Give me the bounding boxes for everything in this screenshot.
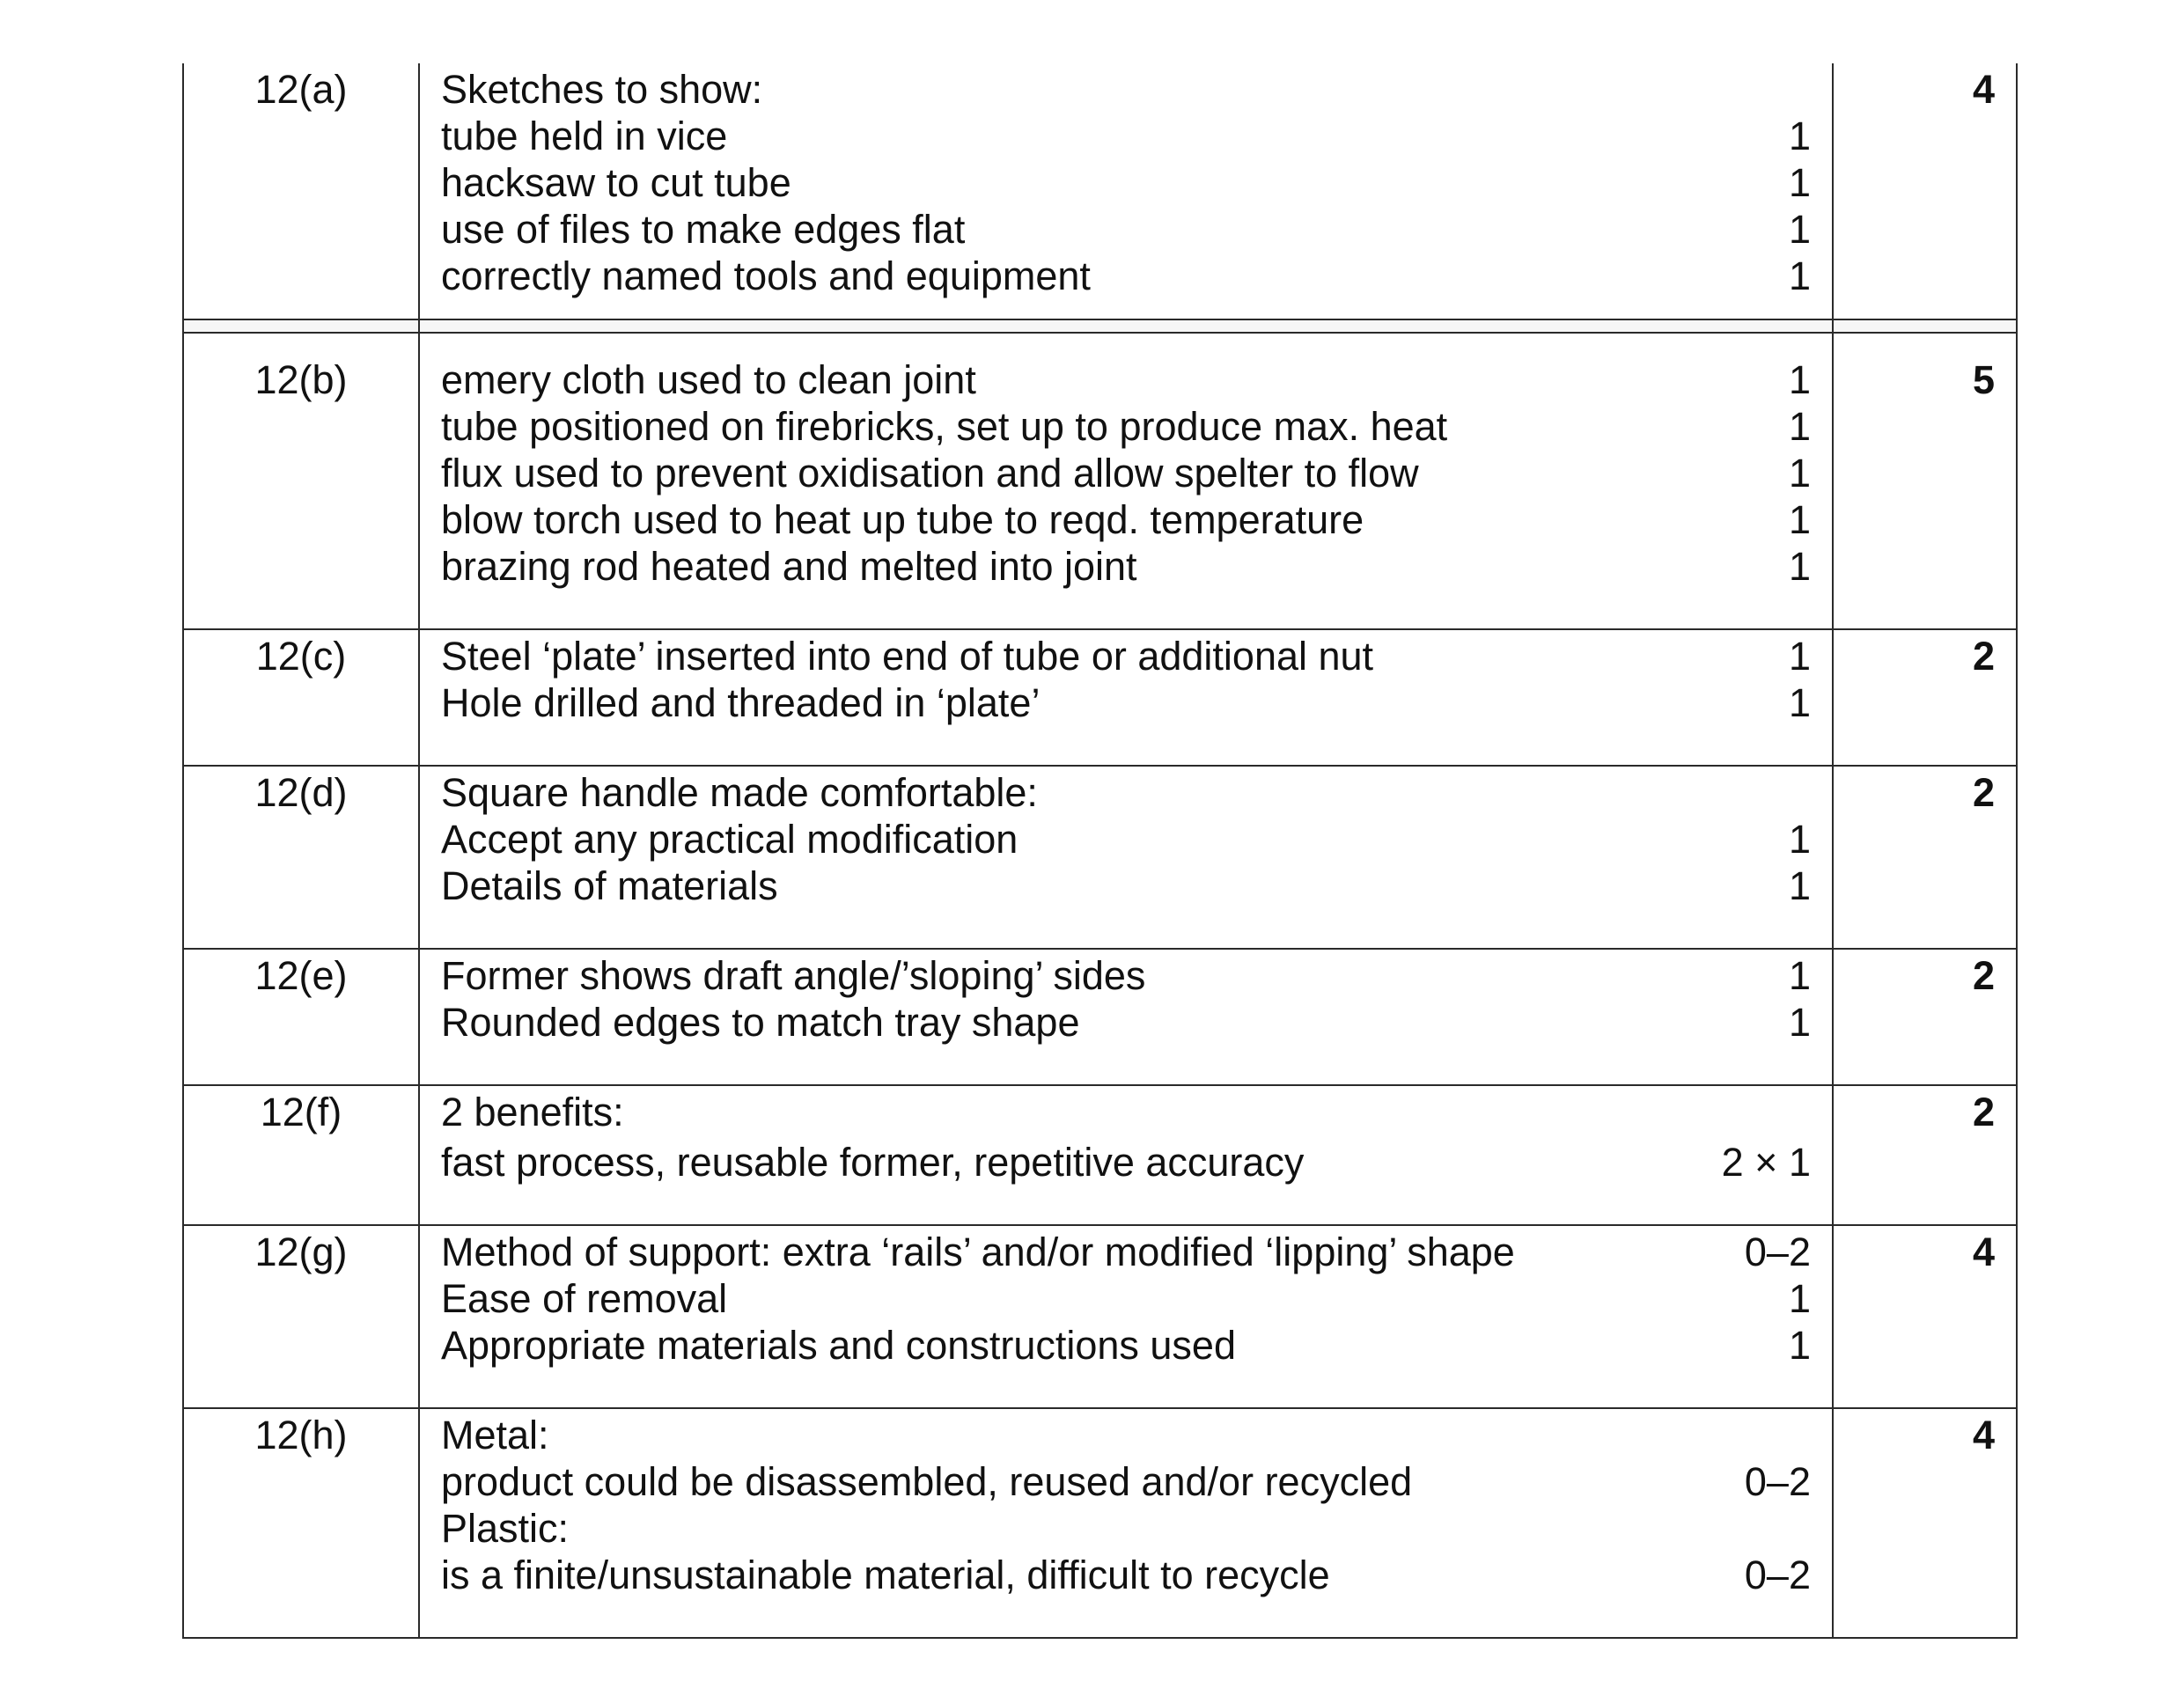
answer-line: [441, 1089, 1811, 1135]
total-marks: 2: [1833, 1085, 2017, 1225]
row-separator: [183, 319, 2017, 333]
question-row: [183, 63, 2017, 319]
answer-text: Details of materials: [441, 863, 778, 908]
answer-line: [441, 450, 1811, 496]
separator-cell: [1833, 319, 2017, 333]
total-marks: 5: [1833, 333, 2017, 629]
line-mark: [1758, 769, 1811, 816]
line-mark: 1: [1788, 497, 1811, 542]
question-number: 12(f): [183, 1085, 419, 1225]
answer-line: [441, 633, 1811, 679]
answer-cell: [419, 63, 1833, 319]
question-number: 12(b): [183, 333, 419, 629]
answer-line: [441, 1139, 1811, 1186]
line-mark: [1758, 1505, 1811, 1552]
question-number: 12(e): [183, 949, 419, 1085]
answer-cell: [419, 629, 1833, 766]
answer-text: Rounded edges to match tray shape: [441, 1000, 1080, 1045]
total-marks: 2: [1833, 629, 2017, 766]
answer-cell: [419, 766, 1833, 949]
answer-line: [441, 863, 1811, 909]
answer-text: emery cloth used to clean joint: [441, 357, 976, 402]
answer-text: flux used to prevent oxidisation and allow spelter to flow: [441, 451, 1419, 495]
answer-line: [441, 159, 1811, 206]
answer-line: [441, 113, 1811, 159]
line-mark: 1: [1788, 863, 1811, 908]
answer-text: Hole drilled and threaded in ‘plate’: [441, 680, 1041, 725]
question-number: 12(g): [183, 1225, 419, 1408]
total-marks: 2: [1833, 949, 2017, 1085]
line-mark: 1: [1788, 1000, 1811, 1045]
line-mark: 1: [1788, 451, 1811, 495]
line-mark: 0–2: [1744, 1553, 1811, 1597]
question-row: [183, 1408, 2017, 1638]
answer-line: [441, 952, 1811, 999]
question-row: [183, 333, 2017, 629]
answer-line: [441, 679, 1811, 726]
line-mark: 1: [1788, 817, 1811, 862]
line-mark: 1: [1788, 1323, 1811, 1368]
question-row: [183, 629, 2017, 766]
answer-line: [441, 769, 1811, 816]
question-row: [183, 1225, 2017, 1408]
answer-text: Square handle made comfortable:: [441, 770, 1038, 815]
answer-text: use of files to make edges flat: [441, 207, 966, 252]
answer-line: [441, 403, 1811, 450]
question-number: 12(c): [183, 629, 419, 766]
answer-text: Steel ‘plate’ inserted into end of tube or additional nut: [441, 634, 1374, 679]
answer-line: [441, 356, 1811, 403]
answer-line: [441, 496, 1811, 543]
answer-text: Metal:: [441, 1413, 549, 1457]
answer-line: [441, 816, 1811, 863]
answer-text: Plastic:: [441, 1506, 570, 1551]
answer-text: fast process, reusable former, repetitive accuracy: [441, 1140, 1305, 1185]
answer-text: is a finite/unsustainable material, difficult to recycle: [441, 1553, 1330, 1597]
line-mark: 1: [1788, 680, 1811, 725]
answer-line: [441, 206, 1811, 253]
answer-cell: [419, 1225, 1833, 1408]
total-marks: 4: [1833, 1408, 2017, 1638]
answer-line: [441, 1322, 1811, 1369]
total-marks: 2: [1833, 766, 2017, 949]
line-mark: 1: [1788, 207, 1811, 252]
separator-cell: [419, 319, 1833, 333]
answer-line: [441, 1552, 1811, 1598]
line-mark: 1: [1788, 253, 1811, 298]
line-mark: [1758, 1412, 1811, 1458]
answer-text: Ease of removal: [441, 1276, 728, 1321]
answer-cell: [419, 1085, 1833, 1225]
answer-text: Method of support: extra ‘rails’ and/or modified ‘lipping’ shape: [441, 1230, 1515, 1274]
line-mark: [1758, 66, 1811, 113]
mark-scheme-table: [182, 63, 2018, 1639]
line-mark: 1: [1788, 114, 1811, 158]
line-mark: 1: [1788, 160, 1811, 205]
answer-text: product could be disassembled, reused and/or recycled: [441, 1459, 1413, 1504]
total-marks: 4: [1833, 1225, 2017, 1408]
answer-text: 2 benefits:: [441, 1090, 624, 1134]
line-mark: 1: [1788, 404, 1811, 449]
line-mark: 1: [1788, 357, 1811, 402]
line-mark: 0–2: [1744, 1459, 1811, 1504]
line-mark: 1: [1788, 634, 1811, 679]
answer-line: [441, 1412, 1811, 1458]
answer-line: [441, 543, 1811, 590]
answer-line: [441, 1229, 1811, 1275]
answer-line: [441, 999, 1811, 1046]
separator-cell: [183, 319, 419, 333]
answer-line: [441, 1275, 1811, 1322]
answer-line: [441, 253, 1811, 299]
question-number: 12(d): [183, 766, 419, 949]
question-row: [183, 766, 2017, 949]
answer-text: correctly named tools and equipment: [441, 253, 1091, 298]
question-row: [183, 949, 2017, 1085]
answer-line: [441, 1505, 1811, 1552]
answer-line: [441, 1458, 1811, 1505]
line-mark: 2 × 1: [1721, 1140, 1811, 1185]
answer-text: Accept any practical modification: [441, 817, 1018, 862]
answer-text: Appropriate materials and constructions used: [441, 1323, 1236, 1368]
mark-scheme-body: [183, 63, 2017, 1638]
line-mark: 1: [1788, 1276, 1811, 1321]
question-row: [183, 1085, 2017, 1225]
answer-text: tube held in vice: [441, 114, 728, 158]
line-mark: 0–2: [1744, 1230, 1811, 1274]
answer-text: Former shows draft angle/’sloping’ sides: [441, 953, 1146, 998]
answer-cell: [419, 949, 1833, 1085]
answer-text: brazing rod heated and melted into joint: [441, 544, 1137, 589]
total-marks: 4: [1833, 63, 2017, 319]
line-mark: 1: [1788, 953, 1811, 998]
answer-text: tube positioned on firebricks, set up to produce max. heat: [441, 404, 1448, 449]
question-number: 12(a): [183, 63, 419, 319]
answer-text: Sketches to show:: [441, 67, 763, 112]
answer-cell: [419, 1408, 1833, 1638]
answer-line: [441, 66, 1811, 113]
question-number: 12(h): [183, 1408, 419, 1638]
line-mark: 1: [1788, 544, 1811, 589]
answer-text: hacksaw to cut tube: [441, 160, 791, 205]
answer-cell: [419, 333, 1833, 629]
answer-text: blow torch used to heat up tube to reqd. temperature: [441, 497, 1364, 542]
line-mark: [1758, 1089, 1811, 1135]
